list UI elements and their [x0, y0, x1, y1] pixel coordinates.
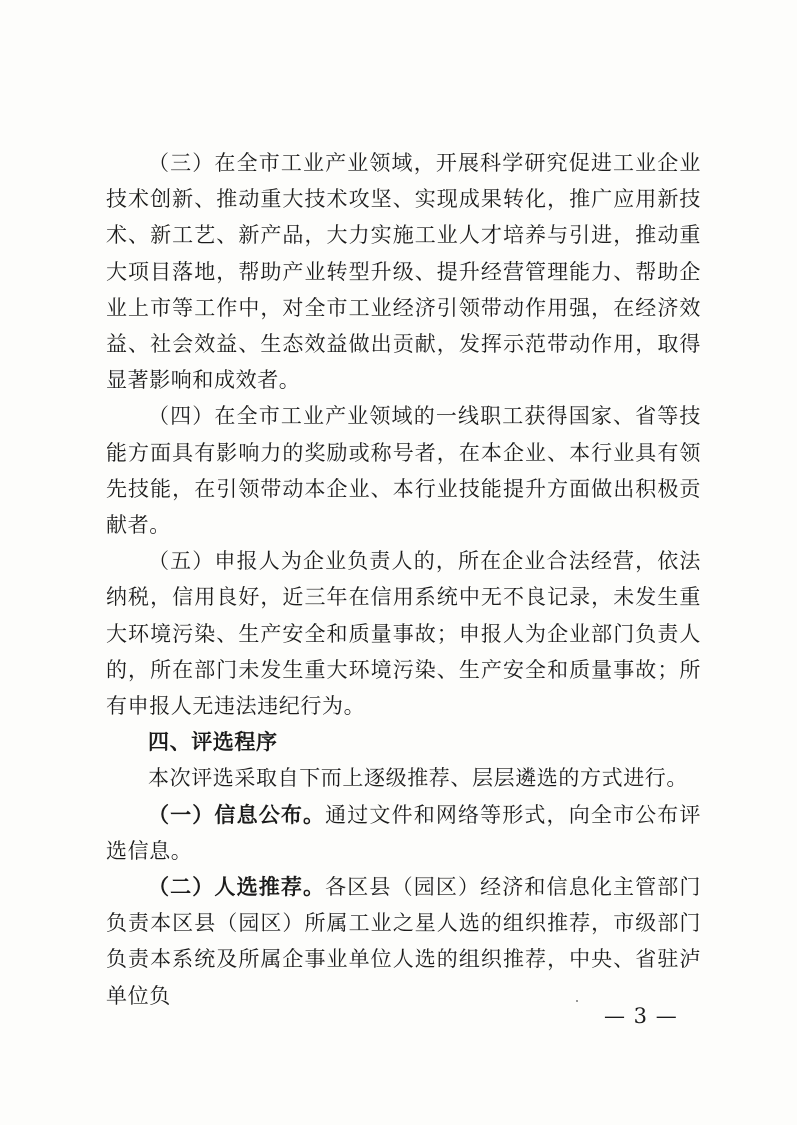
document-body — [106, 145, 701, 1014]
page-number: — 3 — — [604, 1004, 678, 1028]
paragraph-step-2 — [106, 869, 701, 1014]
scan-speck — [576, 1000, 578, 1002]
step-1-text: 通过文件和网络等形式，向全市公布评选信息。 — [106, 802, 701, 863]
paragraph-intro: 本次评选采取自下而上逐级推荐、层层遴选的方式进行。 — [148, 766, 688, 791]
step-1-lead: （一）信息公布。 — [148, 802, 326, 827]
step-2-text: 各区县（园区）经济和信息化主管部门负责本区县（园区）所属工业之星人选的组织推荐，市级部门负责本系统及所属企事业单位人选的组织推荐，中央、省驻泸单位负 — [106, 875, 701, 1008]
paragraph-step-1 — [106, 797, 701, 869]
step-2-lead: （二）人选推荐。 — [148, 875, 326, 900]
paragraph-criteria-3: （三）在全市工业产业领域，开展科学研究促进工业企业技术创新、推动重大技术攻坚、实现成果转化，推广应用新技术、新工艺、新产品，大力实施工业人才培养与引进，推动重大项目落地，帮助产业转型升级、提升经营管理能力、帮助企业上市等工作中，对全市工业经济引领带动作用强，在经济效益、社会效益、生态效益做出贡献，发挥示范带动作用，取得显著影响和成效者。 — [106, 151, 701, 393]
section-heading: 四、评选程序 — [148, 730, 278, 755]
paragraph-criteria-4: （四）在全市工业产业领域的一线职工获得国家、省等技能方面具有影响力的奖励或称号者，在本企业、本行业具有领先技能，在引领带动本企业、本行业技能提升方面做出积极贡献者。 — [106, 404, 701, 538]
paragraph-criteria-5: （五）申报人为企业负责人的，所在企业合法经营，依法纳税，信用良好，近三年在信用系统中无不良记录，未发生重大环境污染、生产安全和质量事故；申报人为企业部门负责人的，所在部门未发生重大环境污染、生产安全和质量事故；所有申报人无违法违纪行为。 — [106, 549, 701, 719]
